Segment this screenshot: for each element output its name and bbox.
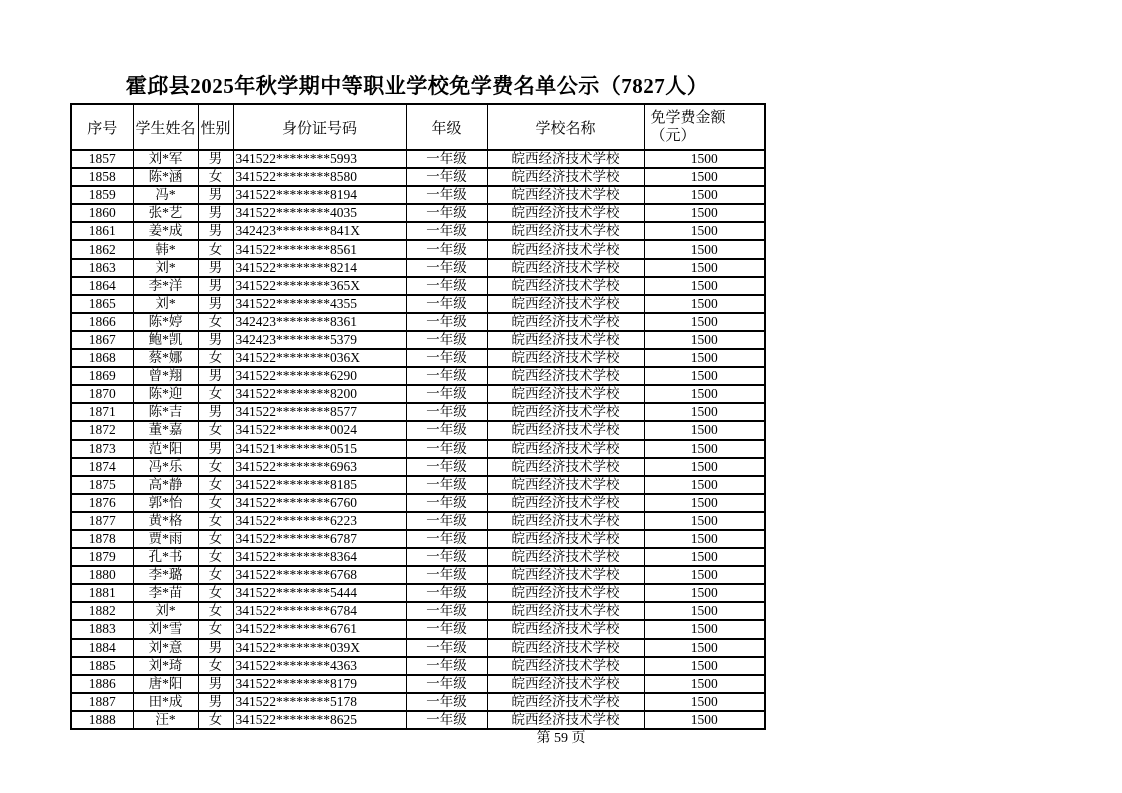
table-cell: 女 <box>198 530 233 548</box>
table-row <box>71 512 765 530</box>
table-cell: 皖西经济技术学校 <box>487 657 644 675</box>
table-cell: 李*洋 <box>133 277 198 295</box>
table-cell: 341521********0515 <box>233 440 406 458</box>
table-cell: 男 <box>198 639 233 657</box>
table-row <box>71 222 765 240</box>
table-cell: 1871 <box>71 403 133 421</box>
page-number-footer: 第 59 页 <box>536 731 586 746</box>
table-cell: 1500 <box>644 331 765 349</box>
table-cell: 一年级 <box>406 675 487 693</box>
table-cell: 1873 <box>71 440 133 458</box>
table-cell: 341522********6760 <box>233 494 406 512</box>
table-cell: 342423********841X <box>233 222 406 240</box>
table-cell: 1500 <box>644 566 765 584</box>
table-cell: 男 <box>198 367 233 385</box>
table-cell: 女 <box>198 548 233 566</box>
table-cell: 一年级 <box>406 530 487 548</box>
table-cell: 贾*雨 <box>133 530 198 548</box>
table-cell: 一年级 <box>406 331 487 349</box>
table-cell: 1500 <box>644 150 765 168</box>
table-cell: 一年级 <box>406 458 487 476</box>
table-cell: 女 <box>198 512 233 530</box>
table-cell: 341522********6787 <box>233 530 406 548</box>
table-cell: 皖西经济技术学校 <box>487 295 644 313</box>
table-cell: 一年级 <box>406 620 487 638</box>
table-cell: 1879 <box>71 548 133 566</box>
table-cell: 1874 <box>71 458 133 476</box>
table-cell: 女 <box>198 168 233 186</box>
table-cell: 1886 <box>71 675 133 693</box>
table-cell: 1875 <box>71 476 133 494</box>
table-cell: 皖西经济技术学校 <box>487 421 644 439</box>
table-row <box>71 639 765 657</box>
table-cell: 皖西经济技术学校 <box>487 331 644 349</box>
table-cell: 刘*意 <box>133 639 198 657</box>
table-cell: 皖西经济技术学校 <box>487 675 644 693</box>
table-cell: 341522********6223 <box>233 512 406 530</box>
table-cell: 董*嘉 <box>133 421 198 439</box>
table-cell: 皖西经济技术学校 <box>487 566 644 584</box>
table-row <box>71 675 765 693</box>
table-cell: 1500 <box>644 602 765 620</box>
table-cell: 男 <box>198 403 233 421</box>
table-cell: 1500 <box>644 403 765 421</box>
table-cell: 男 <box>198 295 233 313</box>
table-cell: 1500 <box>644 620 765 638</box>
table-cell: 1500 <box>644 204 765 222</box>
table-cell: 1500 <box>644 548 765 566</box>
table-cell: 皖西经济技术学校 <box>487 259 644 277</box>
table-cell: 皖西经济技术学校 <box>487 693 644 711</box>
table-cell: 1500 <box>644 711 765 729</box>
table-cell: 汪* <box>133 711 198 729</box>
table-cell: 1500 <box>644 530 765 548</box>
table-cell: 1863 <box>71 259 133 277</box>
table-row <box>71 476 765 494</box>
table-cell: 1865 <box>71 295 133 313</box>
table-cell: 皖西经济技术学校 <box>487 620 644 638</box>
table-cell: 1888 <box>71 711 133 729</box>
table-cell: 一年级 <box>406 295 487 313</box>
table-cell: 一年级 <box>406 313 487 331</box>
table-cell: 女 <box>198 385 233 403</box>
table-cell: 刘* <box>133 259 198 277</box>
table-cell: 男 <box>198 675 233 693</box>
table-cell: 冯* <box>133 186 198 204</box>
table-cell: 1862 <box>71 240 133 258</box>
table-cell: 341522********6290 <box>233 367 406 385</box>
table-row <box>71 620 765 638</box>
table-row <box>71 693 765 711</box>
table-cell: 皖西经济技术学校 <box>487 512 644 530</box>
table-row <box>71 421 765 439</box>
table-cell: 黄*格 <box>133 512 198 530</box>
table-cell: 1500 <box>644 421 765 439</box>
table-cell: 一年级 <box>406 421 487 439</box>
table-row <box>71 168 765 186</box>
table-cell: 皖西经济技术学校 <box>487 349 644 367</box>
table-row <box>71 295 765 313</box>
table-cell: 1500 <box>644 639 765 657</box>
table-cell: 女 <box>198 711 233 729</box>
table-row <box>71 277 765 295</box>
table-cell: 男 <box>198 259 233 277</box>
table-cell: 男 <box>198 186 233 204</box>
table-cell: 一年级 <box>406 548 487 566</box>
table-cell: 曾*翔 <box>133 367 198 385</box>
table-cell: 皖西经济技术学校 <box>487 313 644 331</box>
page-title: 霍邱县2025年秋学期中等职业学校免学费名单公示（7827人） <box>125 74 709 98</box>
table-cell: 一年级 <box>406 385 487 403</box>
table-cell: 一年级 <box>406 222 487 240</box>
table-cell: 一年级 <box>406 259 487 277</box>
table-cell: 341522********4363 <box>233 657 406 675</box>
table-cell: 皖西经济技术学校 <box>487 548 644 566</box>
table-cell: 女 <box>198 602 233 620</box>
table-row <box>71 458 765 476</box>
table-cell: 男 <box>198 693 233 711</box>
table-cell: 男 <box>198 150 233 168</box>
table-row <box>71 204 765 222</box>
table-cell: 一年级 <box>406 150 487 168</box>
table-cell: 女 <box>198 584 233 602</box>
table-cell: 1885 <box>71 657 133 675</box>
table-cell: 一年级 <box>406 693 487 711</box>
table-cell: 女 <box>198 620 233 638</box>
table-cell: 1877 <box>71 512 133 530</box>
table-cell: 341522********8185 <box>233 476 406 494</box>
table-cell: 女 <box>198 566 233 584</box>
table-cell: 1500 <box>644 494 765 512</box>
table-cell: 女 <box>198 476 233 494</box>
table-cell: 陈*迎 <box>133 385 198 403</box>
table-cell: 1500 <box>644 458 765 476</box>
table-cell: 1867 <box>71 331 133 349</box>
table-cell: 1500 <box>644 277 765 295</box>
table-cell: 341522********4355 <box>233 295 406 313</box>
table-cell: 皖西经济技术学校 <box>487 240 644 258</box>
table-cell: 姜*成 <box>133 222 198 240</box>
table-cell: 皖西经济技术学校 <box>487 639 644 657</box>
table-cell: 皖西经济技术学校 <box>487 385 644 403</box>
table-cell: 1869 <box>71 367 133 385</box>
table-row <box>71 566 765 584</box>
table-cell: 1500 <box>644 675 765 693</box>
table-cell: 341522********6784 <box>233 602 406 620</box>
table-row <box>71 240 765 258</box>
table-cell: 1866 <box>71 313 133 331</box>
table-cell: 皖西经济技术学校 <box>487 602 644 620</box>
table-cell: 一年级 <box>406 566 487 584</box>
table-cell: 一年级 <box>406 277 487 295</box>
table-cell: 一年级 <box>406 711 487 729</box>
table-cell: 皖西经济技术学校 <box>487 458 644 476</box>
table-cell: 1872 <box>71 421 133 439</box>
header-id-number: 身份证号码 <box>233 104 406 150</box>
table-cell: 341522********6768 <box>233 566 406 584</box>
table-cell: 1500 <box>644 222 765 240</box>
table-cell: 1880 <box>71 566 133 584</box>
table-cell: 一年级 <box>406 657 487 675</box>
table-cell: 女 <box>198 313 233 331</box>
table-cell: 1500 <box>644 584 765 602</box>
table-cell: 1500 <box>644 168 765 186</box>
table-cell: 皖西经济技术学校 <box>487 476 644 494</box>
table-cell: 1870 <box>71 385 133 403</box>
table-cell: 一年级 <box>406 602 487 620</box>
table-cell: 刘* <box>133 295 198 313</box>
table-cell: 陈*吉 <box>133 403 198 421</box>
table-cell: 一年级 <box>406 639 487 657</box>
table-cell: 男 <box>198 222 233 240</box>
table-cell: 一年级 <box>406 476 487 494</box>
table-cell: 1883 <box>71 620 133 638</box>
table-cell: 皖西经济技术学校 <box>487 584 644 602</box>
table-cell: 皖西经济技术学校 <box>487 204 644 222</box>
table-cell: 女 <box>198 458 233 476</box>
table-cell: 陈*涵 <box>133 168 198 186</box>
table-cell: 刘*琦 <box>133 657 198 675</box>
table-cell: 341522********036X <box>233 349 406 367</box>
exemption-roster-table <box>70 103 766 730</box>
table-row <box>71 385 765 403</box>
table-cell: 1500 <box>644 240 765 258</box>
table-cell: 刘*雪 <box>133 620 198 638</box>
table-cell: 1881 <box>71 584 133 602</box>
header-amount-line2: （元） <box>650 128 696 144</box>
table-cell: 皖西经济技术学校 <box>487 186 644 204</box>
table-cell: 一年级 <box>406 168 487 186</box>
table-cell: 1500 <box>644 385 765 403</box>
table-cell: 1500 <box>644 349 765 367</box>
table-cell: 皖西经济技术学校 <box>487 530 644 548</box>
table-cell: 一年级 <box>406 494 487 512</box>
table-cell: 男 <box>198 440 233 458</box>
table-cell: 张*艺 <box>133 204 198 222</box>
table-cell: 范*阳 <box>133 440 198 458</box>
table-cell: 1868 <box>71 349 133 367</box>
table-cell: 皖西经济技术学校 <box>487 168 644 186</box>
table-cell: 皖西经济技术学校 <box>487 277 644 295</box>
table-cell: 341522********8625 <box>233 711 406 729</box>
header-grade: 年级 <box>406 104 487 150</box>
table-cell: 1861 <box>71 222 133 240</box>
table-cell: 1500 <box>644 186 765 204</box>
table-cell: 1500 <box>644 657 765 675</box>
table-cell: 男 <box>198 331 233 349</box>
table-cell: 一年级 <box>406 349 487 367</box>
table-cell: 女 <box>198 657 233 675</box>
table-row <box>71 259 765 277</box>
header-student-name: 学生姓名 <box>133 104 198 150</box>
table-cell: 皖西经济技术学校 <box>487 403 644 421</box>
table-cell: 女 <box>198 494 233 512</box>
table-row <box>71 313 765 331</box>
table-cell: 1884 <box>71 639 133 657</box>
table-cell: 341522********6963 <box>233 458 406 476</box>
table-cell: 341522********365X <box>233 277 406 295</box>
table-cell: 女 <box>198 349 233 367</box>
table-cell: 刘*军 <box>133 150 198 168</box>
table-cell: 唐*阳 <box>133 675 198 693</box>
table-cell: 冯*乐 <box>133 458 198 476</box>
table-cell: 刘* <box>133 602 198 620</box>
table-cell: 女 <box>198 421 233 439</box>
table-cell: 1860 <box>71 204 133 222</box>
table-cell: 1500 <box>644 693 765 711</box>
table-cell: 陈*婷 <box>133 313 198 331</box>
table-cell: 女 <box>198 240 233 258</box>
table-row <box>71 584 765 602</box>
table-cell: 341522********8364 <box>233 548 406 566</box>
table-cell: 一年级 <box>406 403 487 421</box>
table-cell: 1876 <box>71 494 133 512</box>
table-cell: 男 <box>198 277 233 295</box>
header-amount <box>644 104 765 150</box>
table-cell: 皖西经济技术学校 <box>487 711 644 729</box>
table-row <box>71 150 765 168</box>
table-cell: 李*苗 <box>133 584 198 602</box>
table-cell: 男 <box>198 204 233 222</box>
table-cell: 一年级 <box>406 367 487 385</box>
table-row <box>71 367 765 385</box>
table-cell: 田*成 <box>133 693 198 711</box>
table-cell: 韩* <box>133 240 198 258</box>
table-cell: 1500 <box>644 259 765 277</box>
table-cell: 皖西经济技术学校 <box>487 222 644 240</box>
table-row <box>71 602 765 620</box>
header-gender: 性别 <box>198 104 233 150</box>
table-cell: 341522********6761 <box>233 620 406 638</box>
table-cell: 1500 <box>644 440 765 458</box>
table-cell: 皖西经济技术学校 <box>487 494 644 512</box>
table-cell: 1500 <box>644 476 765 494</box>
table-cell: 皖西经济技术学校 <box>487 150 644 168</box>
table-cell: 一年级 <box>406 204 487 222</box>
table-cell: 341522********8577 <box>233 403 406 421</box>
table-cell: 一年级 <box>406 240 487 258</box>
table-cell: 一年级 <box>406 440 487 458</box>
table-cell: 1500 <box>644 295 765 313</box>
table-row <box>71 657 765 675</box>
table-cell: 一年级 <box>406 186 487 204</box>
table-cell: 1500 <box>644 313 765 331</box>
table-row <box>71 494 765 512</box>
header-index: 序号 <box>71 104 133 150</box>
table-cell: 高*静 <box>133 476 198 494</box>
table-row <box>71 349 765 367</box>
table-cell: 鲍*凯 <box>133 331 198 349</box>
table-cell: 341522********5444 <box>233 584 406 602</box>
table-cell: 341522********4035 <box>233 204 406 222</box>
table-cell: 皖西经济技术学校 <box>487 440 644 458</box>
table-cell: 341522********8194 <box>233 186 406 204</box>
table-cell: 341522********8561 <box>233 240 406 258</box>
table-row <box>71 186 765 204</box>
table-cell: 341522********5178 <box>233 693 406 711</box>
table-cell: 342423********5379 <box>233 331 406 349</box>
table-cell: 1500 <box>644 367 765 385</box>
table-cell: 341522********8179 <box>233 675 406 693</box>
table-cell: 342423********8361 <box>233 313 406 331</box>
table-cell: 341522********8200 <box>233 385 406 403</box>
table-row <box>71 530 765 548</box>
table-cell: 341522********8214 <box>233 259 406 277</box>
table-row <box>71 403 765 421</box>
table-cell: 一年级 <box>406 512 487 530</box>
table-row <box>71 548 765 566</box>
table-cell: 孔*书 <box>133 548 198 566</box>
table-cell: 一年级 <box>406 584 487 602</box>
header-amount-line1: 免学费金额 <box>650 110 726 126</box>
table-cell: 1864 <box>71 277 133 295</box>
table-cell: 1500 <box>644 512 765 530</box>
table-cell: 郭*怡 <box>133 494 198 512</box>
table-cell: 皖西经济技术学校 <box>487 367 644 385</box>
table-cell: 341522********8580 <box>233 168 406 186</box>
table-body <box>71 150 765 729</box>
table-cell: 341522********0024 <box>233 421 406 439</box>
table-cell: 341522********039X <box>233 639 406 657</box>
table-cell: 1887 <box>71 693 133 711</box>
header-school-name: 学校名称 <box>487 104 644 150</box>
table-cell: 1859 <box>71 186 133 204</box>
table-cell: 1878 <box>71 530 133 548</box>
table-cell: 1857 <box>71 150 133 168</box>
table-cell: 341522********5993 <box>233 150 406 168</box>
table-cell: 1858 <box>71 168 133 186</box>
table-cell: 蔡*娜 <box>133 349 198 367</box>
table-cell: 李*璐 <box>133 566 198 584</box>
table-row <box>71 331 765 349</box>
table-row <box>71 440 765 458</box>
table-cell: 1882 <box>71 602 133 620</box>
table-header-row <box>71 104 765 150</box>
